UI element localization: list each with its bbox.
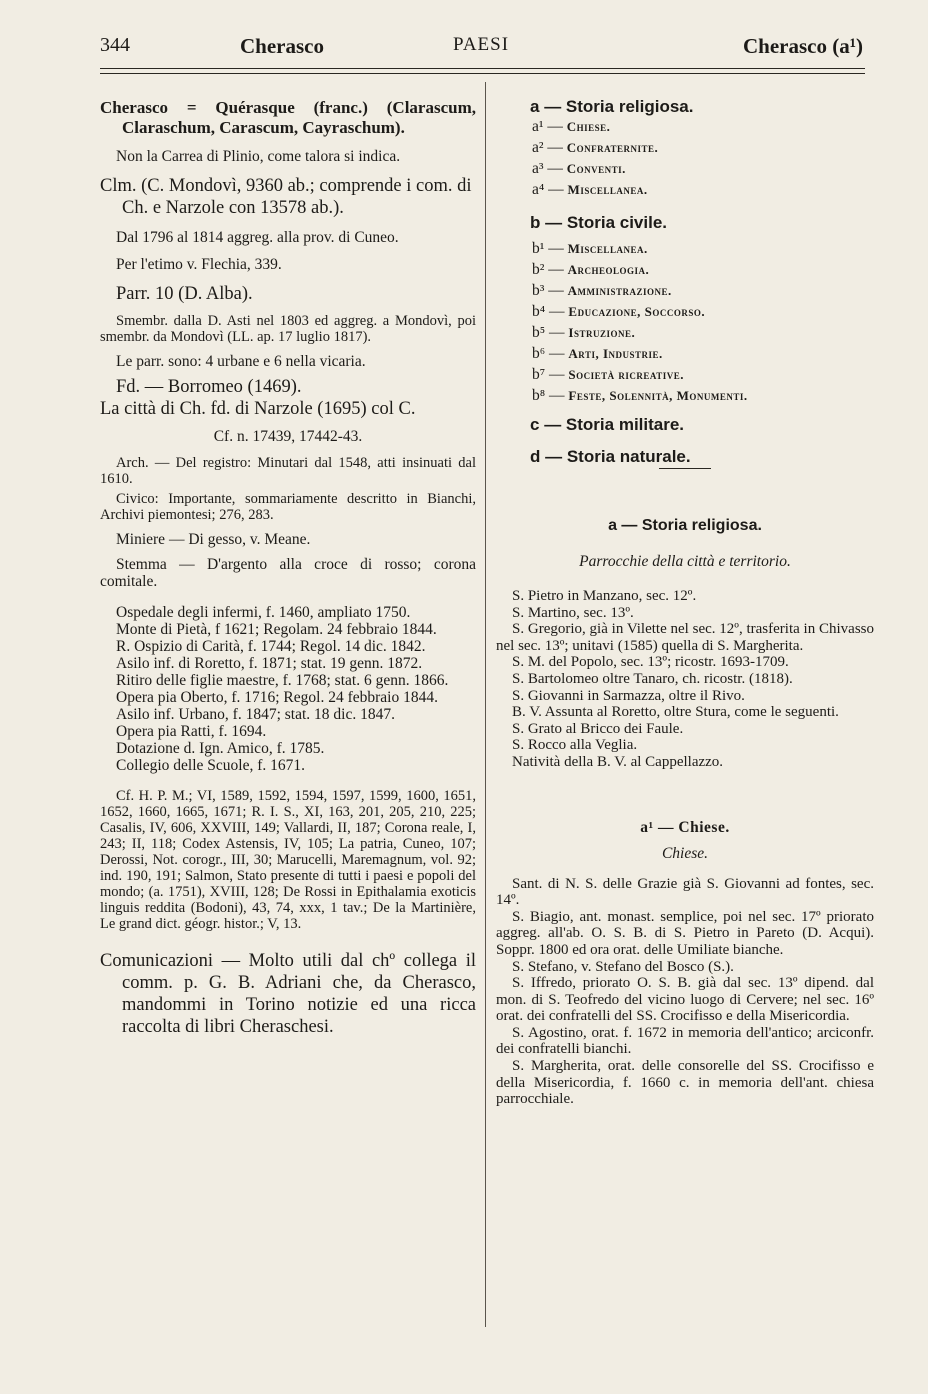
church-item: S. Agostino, orat. f. 1672 in memoria dell'antico; arciconfr. dei confratelli bianchi.	[496, 1024, 874, 1058]
institution-item: Asilo inf. Urbano, f. 1847; stat. 18 dic. 1847.	[116, 706, 395, 723]
right-column	[496, 90, 874, 1108]
toc-item: a¹ — Chiese.	[532, 118, 611, 135]
left-column	[100, 90, 476, 1038]
church-item: S. Iffredo, priorato O. S. B. già dal sec. 13º dipend. dal mon. di S. Teofredo del vicino luogo di Cervere; nel sec. 16º orat. dei confratelli del SS. Crocifisso e della Misericordia.	[496, 975, 874, 1025]
parishes-heading: Parrocchie della città e territorio.	[579, 553, 791, 570]
running-header	[100, 34, 865, 64]
parish-item: S. Giovanni in Sarmazza, oltre il Rivo.	[512, 687, 745, 704]
parish-item: S. Gregorio, già in Vilette nel sec. 12º, trasferita in Chivasso nel sec. 13º; unitavi (1585) quella di S. Margherita.	[496, 621, 874, 654]
parish-item: B. V. Assunta al Roretto, oltre Stura, come le seguenti.	[512, 704, 839, 721]
toc-item: a⁴ — Miscellanea.	[532, 181, 648, 198]
toc-section-title: a — Storia religiosa.	[530, 97, 694, 116]
parish-item: Natività della B. V. al Cappellazzo.	[512, 753, 724, 770]
institution-item: Asilo inf. di Roretto, f. 1871; stat. 19 genn. 1872.	[116, 655, 423, 672]
toc-item: b⁸ — Feste, Solennità, Monumenti.	[532, 387, 748, 404]
institution-item: Ritiro delle figlie maestre, f. 1768; stat. 6 genn. 1866.	[116, 672, 449, 689]
parishes-count: Parr. 10 (D. Alba).	[116, 284, 253, 304]
aggregation-note: Dal 1796 al 1814 aggreg. alla prov. di Cuneo.	[116, 229, 399, 246]
church-item: S. Biagio, ant. monast. semplice, poi nel sec. 17º priorato aggreg. all'ab. O. S. B. di S. Pietro in Pareto (D. Acqui). Soppr. 1800 ed ora orat. delle Umiliate bianche.	[496, 908, 874, 958]
header-rule-bottom	[100, 73, 865, 74]
toc-section-b	[496, 212, 874, 404]
parish-item: S. Bartolomeo oltre Tanaro, ch. ricostr. (1818).	[512, 670, 793, 687]
carrea-note: Non la Carrea di Plinio, come talora si indica.	[116, 148, 401, 165]
communications-note: Comunicazioni — Molto utili dal chº collega il comm. p. G. B. Adriani che, da Cherasco, mandommi in Torino notizie ed una ricca raccolta di libri Cheraschesi.	[100, 951, 476, 1037]
churches-subheading: Chiese.	[661, 844, 709, 862]
feud-line-2: La città di Ch. fd. di Narzole (1695) col C.	[100, 399, 416, 419]
header-right-title: Cherasco (a¹)	[742, 34, 863, 58]
institution-item: Collegio delle Scuole, f. 1671.	[116, 757, 305, 774]
circondario-line: Clm. (C. Mondovì, 9360 ab.; comprende i com. di Ch. e Narzole con 13578 ab.).	[100, 176, 472, 218]
institution-item: R. Ospizio di Carità, f. 1744; Regol. 14 dic. 1842.	[116, 638, 426, 655]
churches-list	[496, 876, 874, 1108]
column-divider	[485, 82, 486, 1327]
feud-line-1: Fd. — Borromeo (1469).	[116, 377, 302, 397]
parish-item: S. M. del Popolo, sec. 13º; ricostr. 1693-1709.	[512, 654, 789, 671]
institutions-list	[100, 604, 476, 774]
toc-section-c: c — Storia militare.	[530, 415, 685, 434]
diocese-separation: Smembr. dalla D. Asti nel 1803 ed aggreg. a Mondovì, poi smembr. da Mondovì (LL. ap. 17 luglio 1817).	[100, 313, 476, 345]
section-separator	[659, 468, 711, 469]
parish-item: S. Martino, sec. 13º.	[512, 604, 634, 621]
parish-item: S. Rocco alla Veglia.	[512, 737, 638, 754]
toc-item: b¹ — Miscellanea.	[532, 240, 648, 257]
institution-item: Ospedale degli infermi, f. 1460, ampliato 1750.	[116, 604, 411, 621]
entry-title: Cherasco = Quérasque (franc.) (Clarascum, Claraschum, Carascum, Cayraschum).	[100, 98, 476, 137]
header-left-title: Cherasco	[240, 34, 324, 58]
institution-item: Opera pia Oberto, f. 1716; Regol. 24 febbraio 1844.	[116, 689, 438, 706]
toc-item: b⁵ — Istruzione.	[532, 324, 636, 341]
toc-item: a² — Confraternite.	[532, 139, 659, 156]
feud-reference: Cf. n. 17439, 17442-43.	[213, 428, 363, 445]
parishes-breakdown: Le parr. sono: 4 urbane e 6 nella vicaria.	[116, 353, 366, 370]
toc-item: b² — Archeologia.	[532, 261, 650, 278]
church-item: Sant. di N. S. delle Grazie già S. Giovanni ad fontes, sec. 14º.	[496, 875, 874, 909]
institution-item: Dotazione d. Ign. Amico, f. 1785.	[116, 740, 325, 757]
toc-section-d: d — Storia naturale.	[530, 447, 691, 466]
church-item: S. Margherita, orat. delle consorelle del SS. Crocifisso e della Misericordia, f. 1660 c. in memoria dell'ant. chiesa parrocchiale.	[496, 1058, 874, 1108]
header-center-title: PAESI	[453, 34, 510, 55]
bibliography: Cf. H. P. M.; VI, 1589, 1592, 1594, 1597, 1599, 1600, 1651, 1652, 1660, 1665, 1671; R. I. S., XI, 163, 201, 205, 210, 225; Casalis, IV, 606, XXVIII, 149; Vallardi, II, 187; Corona reale, I, 243; II, 118; Codex Astensis, IV, 105; La patria, Cuneo, 107; Derossi, Not. corogr., III, 30; Marucelli, Maremagnum, vol. 92; ind. 190, 191; Salmon, Stato presente di tutti i paesi e popoli del mondo; (a. 1751), XVIII, 128; De Rossi in Epithalamia exoticis linguis reddita (Bodoni), 43, 74, xxx, 1 tav.; De la Martinière, Le grand dict. géogr. histor.; V, 13.	[100, 788, 476, 932]
parish-item: S. Pietro in Manzano, sec. 12º.	[512, 588, 697, 604]
institution-item: Opera pia Ratti, f. 1694.	[116, 723, 267, 740]
archive-civic: Civico: Importante, sommariamente descritto in Bianchi, Archivi piemontesi; 276, 283.	[100, 491, 476, 523]
section-heading: a — Storia religiosa.	[608, 517, 762, 534]
toc-item: a³ — Conventi.	[532, 160, 626, 177]
toc-item: b⁷ — Società ricreative.	[532, 366, 684, 383]
toc-item: b⁶ — Arti, Industrie.	[532, 345, 663, 362]
churches-heading: a¹ — Chiese.	[640, 818, 730, 836]
etymology-ref: Per l'etimo v. Flechia, 339.	[116, 256, 282, 273]
toc-item: b⁴ — Educazione, Soccorso.	[532, 303, 706, 320]
parish-item: S. Grato al Bricco dei Faule.	[512, 720, 684, 737]
parishes-list	[496, 588, 874, 771]
toc-section-title: b — Storia civile.	[530, 213, 668, 232]
church-item: S. Stefano, v. Stefano del Bosco (S.).	[512, 958, 734, 975]
archive-register: Arch. — Del registro: Minutari dal 1548, atti insinuati dal 1610.	[100, 455, 476, 487]
page-number: 344	[100, 34, 130, 56]
toc-section-a	[496, 96, 874, 198]
toc-item: b³ — Amministrazione.	[532, 282, 672, 299]
header-rule-top	[100, 68, 865, 69]
mines-line: Miniere — Di gesso, v. Meane.	[116, 531, 311, 548]
institution-item: Monte di Pietà, f 1621; Regolam. 24 febbraio 1844.	[116, 621, 437, 638]
coat-of-arms: Stemma — D'argento alla croce di rosso; corona comitale.	[100, 556, 476, 590]
